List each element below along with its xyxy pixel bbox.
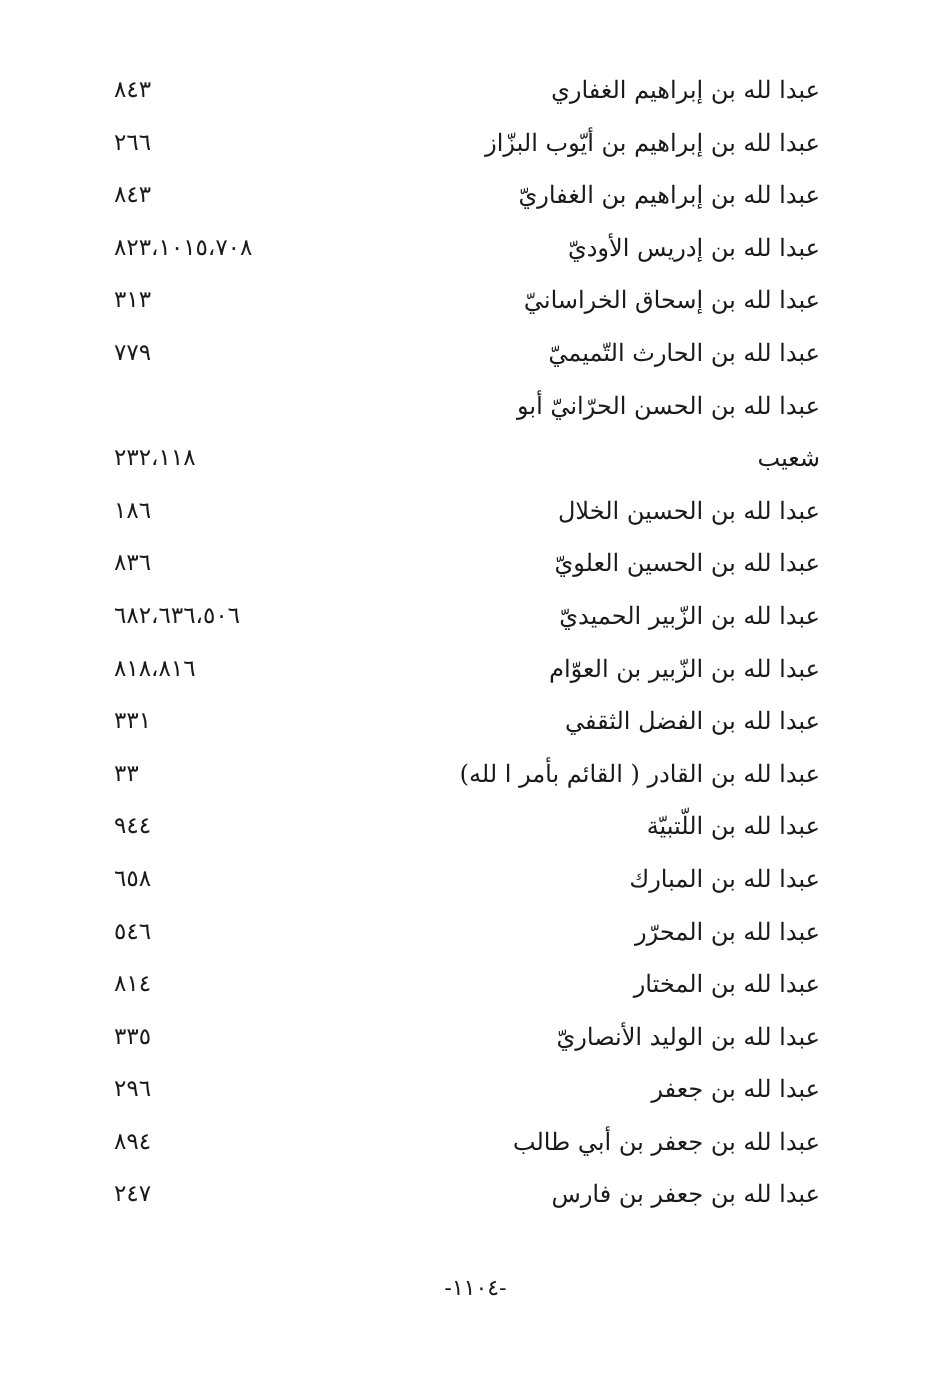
- entry-name: عبدا لله بن الزّبير بن العوّام: [549, 654, 820, 683]
- entry-name: عبدا لله بن المحرّر: [635, 917, 820, 946]
- entry-pages: ٨٤٣: [114, 77, 152, 103]
- entry-pages: ٨١٤: [114, 971, 152, 998]
- entry-pages: ٨٢٣،١٠١٥،٧٠٨: [114, 234, 253, 261]
- entry-name: شعيب: [757, 444, 820, 473]
- index-entry: [110, 434, 820, 487]
- index-entry: [110, 697, 820, 750]
- entry-pages: ٢٤٧: [114, 1181, 152, 1208]
- index-entry: [110, 1118, 820, 1171]
- entry-name: عبدا لله بن القادر ( القائم بأمر ا لله): [459, 759, 820, 788]
- entry-pages: ٦٥٨: [114, 865, 152, 892]
- entry-pages: ٥٤٦: [114, 918, 152, 945]
- index-entry: [110, 171, 820, 224]
- entry-name: عبدا لله بن الزّبير الحميديّ: [559, 601, 820, 630]
- entry-pages: ٢٩٦: [114, 1076, 152, 1103]
- entry-name: عبدا لله بن الحسين الخلال: [557, 496, 820, 525]
- index-entry: [110, 382, 820, 435]
- entry-pages: ٨٤٣: [114, 182, 152, 209]
- entry-name: عبدا لله بن اللّتبيّة: [646, 812, 820, 841]
- entry-name: عبدا لله بن المختار: [633, 970, 820, 999]
- entry-name: عبدا لله بن إبراهيم بن أيّوب البزّاز: [485, 128, 820, 157]
- entry-pages: ١٨٦: [114, 497, 152, 524]
- name-index-list: [110, 66, 820, 1223]
- index-entry: [110, 592, 820, 645]
- index-entry: [110, 119, 820, 172]
- entry-pages: ٣٣: [114, 760, 139, 787]
- index-entry: [110, 750, 820, 803]
- entry-pages: ٢٦٦: [114, 129, 152, 156]
- entry-name: عبدا لله بن إدريس الأوديّ: [567, 233, 820, 262]
- index-entry: [110, 539, 820, 592]
- index-entry: [110, 960, 820, 1013]
- entry-name: عبدا لله بن جعفر بن أبي طالب: [512, 1127, 820, 1156]
- page-number: -١١٠٤-: [444, 1276, 507, 1301]
- index-entry: [110, 329, 820, 382]
- index-entry: [110, 66, 820, 119]
- entry-pages: ٨٩٤: [114, 1128, 152, 1155]
- entry-name: عبدا لله بن الفضل الثقفي: [564, 707, 820, 736]
- entry-name: عبدا لله بن جعفر بن فارس: [551, 1180, 820, 1209]
- entry-pages: ٨٣٦: [114, 550, 152, 577]
- entry-name: عبدا لله بن جعفر: [651, 1075, 820, 1104]
- entry-name: عبدا لله بن الوليد الأنصاريّ: [556, 1022, 820, 1051]
- index-entry: [110, 908, 820, 961]
- index-entry: [110, 802, 820, 855]
- entry-name: عبدا لله بن الحارث التّميميّ: [548, 338, 820, 367]
- entry-name: عبدا لله بن إبراهيم بن الغفاريّ: [518, 181, 820, 210]
- index-entry: [110, 224, 820, 277]
- entry-pages: ٣٣١: [114, 708, 152, 735]
- entry-name: عبدا لله بن إسحاق الخراسانيّ: [523, 286, 820, 315]
- entry-pages: ٣٣٥: [114, 1023, 152, 1050]
- entry-name: عبدا لله بن الحسن الحرّانيّ أبو: [516, 391, 820, 420]
- entry-pages: ٦٨٢،٦٣٦،٥٠٦: [114, 602, 241, 629]
- entry-name: عبدا لله بن المبارك: [629, 864, 820, 893]
- index-entry: [110, 645, 820, 698]
- entry-pages: ٧٧٩: [114, 339, 152, 366]
- index-entry: [110, 1170, 820, 1223]
- entry-name: عبدا لله بن الحسين العلويّ: [554, 549, 820, 578]
- index-entry: [110, 855, 820, 908]
- entry-pages: ٩٤٤: [114, 813, 152, 840]
- entry-pages: ٨١٨،٨١٦: [114, 655, 196, 682]
- entry-name: عبدا لله بن إبراهيم الغفاري: [551, 76, 820, 104]
- entry-pages: ٣١٣: [114, 287, 152, 314]
- index-entry: [110, 487, 820, 540]
- index-entry: [110, 276, 820, 329]
- entry-pages: ٢٣٢،١١٨: [114, 445, 196, 472]
- index-entry: [110, 1013, 820, 1066]
- index-entry: [110, 1065, 820, 1118]
